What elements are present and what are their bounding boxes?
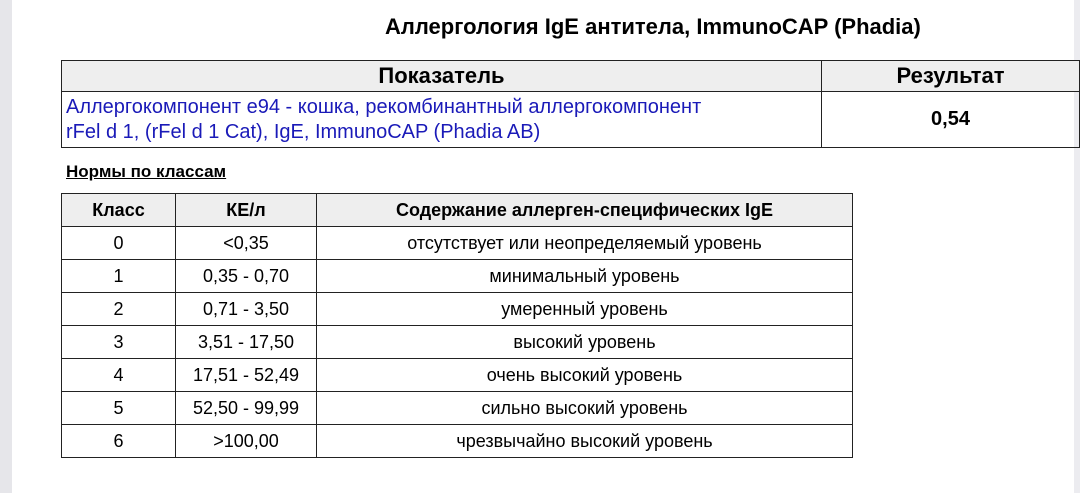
result-row: [62, 92, 1080, 148]
table-row: [62, 227, 853, 260]
class-cell: 4: [62, 359, 176, 392]
param-line-2: rFel d 1, (rFel d 1 Cat), IgE, ImmunoCAP (Phadia AB): [66, 120, 541, 143]
units-cell: >100,00: [176, 425, 317, 458]
class-cell: 2: [62, 293, 176, 326]
content-cell: чрезвычайно высокий уровень: [317, 425, 853, 458]
content-cell: очень высокий уровень: [317, 359, 853, 392]
units-cell: 0,35 - 0,70: [176, 260, 317, 293]
norms-header-units: КЕ/л: [176, 194, 317, 227]
class-cell: 1: [62, 260, 176, 293]
table-row: [62, 293, 853, 326]
class-cell: 6: [62, 425, 176, 458]
table-row: [62, 260, 853, 293]
result-table-header-row: [62, 61, 1080, 92]
result-value: 0,54: [822, 92, 1080, 148]
result-table: [61, 60, 1080, 148]
class-cell: 0: [62, 227, 176, 260]
norms-table: [61, 193, 853, 458]
norms-header-row: [62, 194, 853, 227]
table-row: [62, 359, 853, 392]
header-result: Результат: [822, 61, 1080, 92]
viewer-left-edge: [0, 0, 12, 493]
class-cell: 5: [62, 392, 176, 425]
norms-header-content: Содержание аллерген-специфических IgE: [317, 194, 853, 227]
page-title: Аллергология IgE антитела, ImmunoCAP (Phadia): [385, 14, 921, 39]
table-row: [62, 392, 853, 425]
table-row: [62, 425, 853, 458]
content-cell: умеренный уровень: [317, 293, 853, 326]
content-cell: сильно высокий уровень: [317, 392, 853, 425]
units-cell: 3,51 - 17,50: [176, 326, 317, 359]
header-param: Показатель: [62, 61, 822, 92]
table-row: [62, 326, 853, 359]
class-cell: 3: [62, 326, 176, 359]
units-cell: 52,50 - 99,99: [176, 392, 317, 425]
param-line-1: Аллергокомпонент e94 - кошка, рекомбинантный аллергокомпонент: [66, 95, 702, 118]
content-cell: отсутствует или неопределяемый уровень: [317, 227, 853, 260]
units-cell: 0,71 - 3,50: [176, 293, 317, 326]
norms-header-class: Класс: [62, 194, 176, 227]
units-cell: <0,35: [176, 227, 317, 260]
content-cell: минимальный уровень: [317, 260, 853, 293]
content-cell: высокий уровень: [317, 326, 853, 359]
units-cell: 17,51 - 52,49: [176, 359, 317, 392]
norms-caption: Нормы по классам: [66, 162, 227, 181]
param-cell: [62, 92, 822, 148]
